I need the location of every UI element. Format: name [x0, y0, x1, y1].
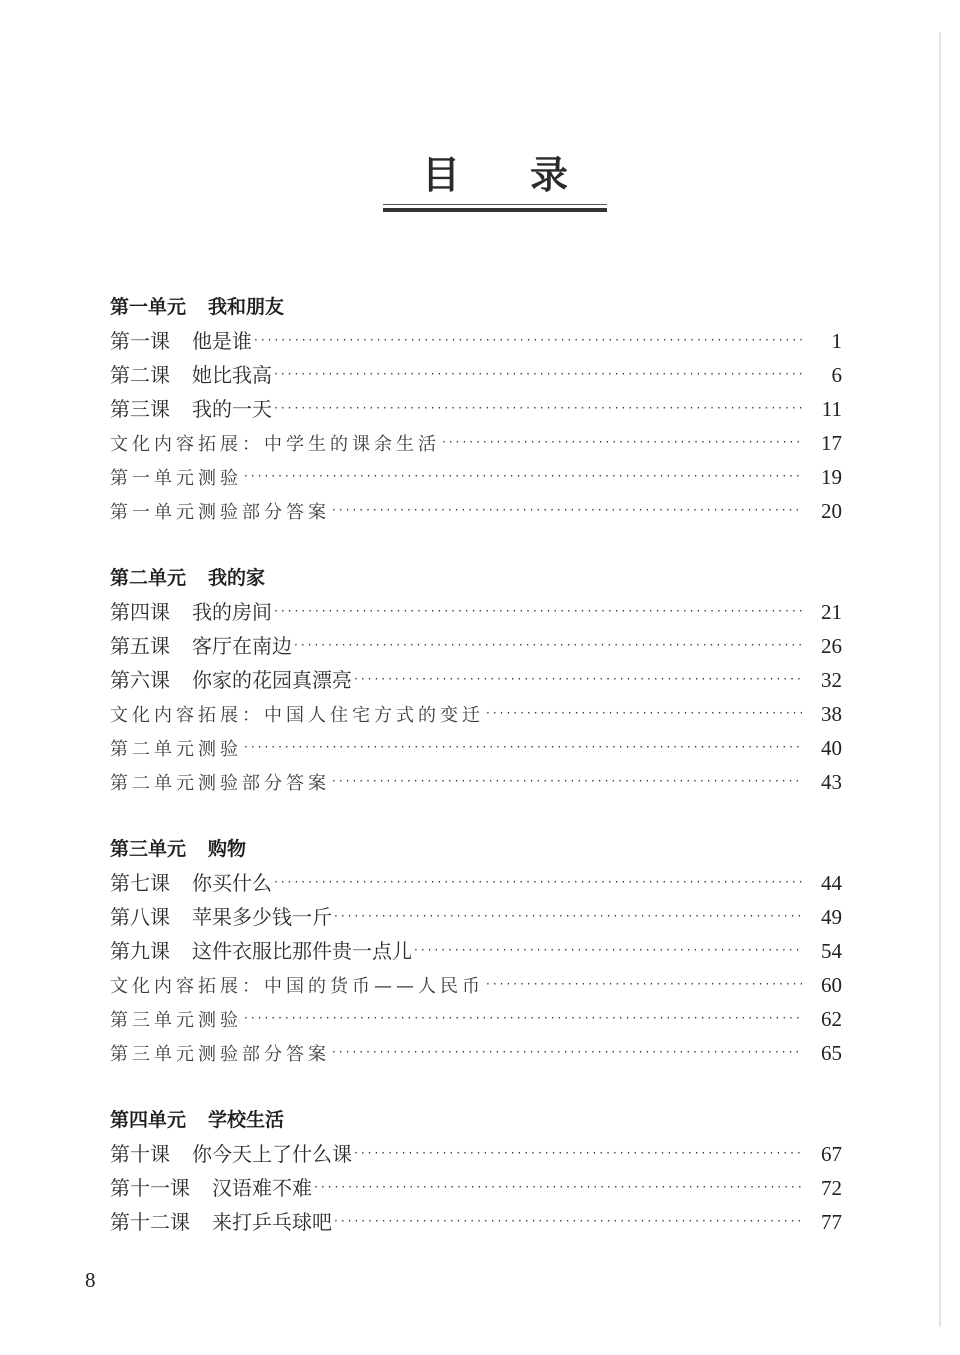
entry-title: 文化内容拓展：中学生的课余生活: [110, 434, 440, 455]
toc-entry[interactable]: [110, 866, 842, 900]
lesson-number: 第十课: [110, 1142, 170, 1166]
lesson-number: 第十二课: [110, 1210, 190, 1234]
toc-entry[interactable]: [110, 1002, 842, 1036]
toc-entry[interactable]: [110, 494, 842, 528]
dot-leader: [332, 493, 802, 527]
title-char: 录: [530, 153, 569, 197]
dot-leader: [332, 1035, 802, 1069]
entry-page-number: 1: [831, 329, 842, 353]
page-number: 8: [85, 1268, 96, 1292]
toc-entry[interactable]: [110, 765, 842, 799]
entry-title: 她比我高: [192, 363, 272, 387]
lesson-number: 第二课: [110, 363, 170, 387]
entry-page-number: 17: [821, 431, 842, 455]
dot-leader: [294, 628, 802, 662]
unit-number: 第二单元: [110, 567, 187, 589]
unit-number: 第三单元: [110, 838, 187, 860]
entry-page-number: 19: [821, 465, 842, 489]
entry-title: 第二单元测验: [110, 739, 242, 760]
entry-title: 我的一天: [192, 397, 272, 421]
entry-page-number: 62: [821, 1007, 842, 1031]
dot-leader: [332, 764, 802, 798]
toc-entry[interactable]: [110, 1205, 842, 1239]
toc-entry[interactable]: [110, 595, 842, 629]
unit-heading: [110, 561, 842, 595]
toc-entry[interactable]: [110, 629, 842, 663]
dot-leader: [274, 594, 802, 628]
lesson-number: 第五课: [110, 634, 170, 658]
toc-entry[interactable]: [110, 1036, 842, 1070]
entry-title: 第三单元测验部分答案: [110, 1044, 330, 1065]
title-underline-thin: [383, 204, 607, 205]
entry-title: 你买什么: [192, 871, 272, 895]
entry-page-number: 77: [821, 1210, 842, 1234]
toc-title-block: [383, 152, 607, 212]
table-of-contents: [110, 290, 842, 1272]
unit-title: 我和朋友: [208, 296, 285, 318]
entry-page-number: 20: [821, 499, 842, 523]
unit-heading: [110, 290, 842, 324]
entry-page-number: 6: [831, 363, 842, 387]
toc-entry[interactable]: [110, 392, 842, 426]
entry-page-number: 72: [821, 1176, 842, 1200]
entry-title: 来打乒乓球吧: [212, 1210, 332, 1234]
page-title: [383, 152, 607, 198]
entry-page-number: 54: [821, 939, 842, 963]
toc-unit: [110, 561, 842, 799]
entry-title: 你今天上了什么课: [192, 1142, 352, 1166]
entry-title: 文化内容拓展：中国人住宅方式的变迁: [110, 705, 484, 726]
toc-entry[interactable]: [110, 358, 842, 392]
dot-leader: [244, 730, 802, 764]
entry-title: 客厅在南边: [192, 634, 292, 658]
dot-leader: [274, 865, 802, 899]
lesson-number: 第六课: [110, 668, 170, 692]
entry-page-number: 11: [821, 397, 842, 421]
dot-leader: [486, 967, 802, 1001]
toc-unit: [110, 832, 842, 1070]
dot-leader: [442, 425, 802, 459]
entry-page-number: 32: [821, 668, 842, 692]
lesson-number: 第十一课: [110, 1176, 190, 1200]
entry-page-number: 43: [821, 770, 842, 794]
entry-title: 第三单元测验: [110, 1010, 242, 1031]
entry-title: 苹果多少钱一斤: [192, 905, 332, 929]
lesson-number: 第九课: [110, 939, 170, 963]
unit-title: 购物: [208, 838, 247, 860]
dot-leader: [354, 662, 802, 696]
entry-page-number: 44: [821, 871, 842, 895]
lesson-number: 第三课: [110, 397, 170, 421]
title-char: 目: [421, 153, 460, 197]
unit-title: 学校生活: [208, 1109, 285, 1131]
unit-number: 第一单元: [110, 296, 187, 318]
entry-page-number: 67: [821, 1142, 842, 1166]
toc-unit: [110, 1103, 842, 1239]
entry-page-number: 40: [821, 736, 842, 760]
lesson-number: 第八课: [110, 905, 170, 929]
entry-title: 第一单元测验: [110, 468, 242, 489]
toc-entry[interactable]: [110, 1171, 842, 1205]
dot-leader: [274, 357, 802, 391]
dot-leader: [486, 696, 802, 730]
toc-entry[interactable]: [110, 460, 842, 494]
unit-heading: [110, 832, 842, 866]
unit-title: 我的家: [208, 567, 266, 589]
toc-unit: [110, 290, 842, 528]
title-underline-thick: [383, 208, 607, 212]
entry-title: 你家的花园真漂亮: [192, 668, 352, 692]
entry-page-number: 49: [821, 905, 842, 929]
lesson-number: 第七课: [110, 871, 170, 895]
entry-page-number: 21: [821, 600, 842, 624]
toc-entry[interactable]: [110, 968, 842, 1002]
entry-title: 文化内容拓展：中国的货币——人民币: [110, 976, 484, 997]
dot-leader: [334, 899, 802, 933]
toc-entry[interactable]: [110, 731, 842, 765]
toc-entry[interactable]: [110, 934, 842, 968]
entry-page-number: 38: [821, 702, 842, 726]
entry-title: 这件衣服比那件贵一点儿: [192, 939, 412, 963]
dot-leader: [334, 1204, 802, 1238]
entry-title: 第一单元测验部分答案: [110, 502, 330, 523]
entry-page-number: 60: [821, 973, 842, 997]
toc-entry[interactable]: [110, 900, 842, 934]
entry-title: 我的房间: [192, 600, 272, 624]
entry-title: 汉语难不难: [212, 1176, 312, 1200]
toc-entry[interactable]: [110, 1137, 842, 1171]
page-edge-line: [939, 32, 941, 1327]
dot-leader: [254, 323, 802, 357]
lesson-number: 第一课: [110, 329, 170, 353]
toc-entry[interactable]: [110, 324, 842, 358]
entry-title: 第二单元测验部分答案: [110, 773, 330, 794]
dot-leader: [314, 1170, 802, 1204]
toc-entry[interactable]: [110, 697, 842, 731]
entry-page-number: 26: [821, 634, 842, 658]
entry-page-number: 65: [821, 1041, 842, 1065]
lesson-number: 第四课: [110, 600, 170, 624]
entry-title: 他是谁: [192, 329, 252, 353]
toc-entry[interactable]: [110, 426, 842, 460]
unit-heading: [110, 1103, 842, 1137]
dot-leader: [244, 1001, 802, 1035]
dot-leader: [414, 933, 802, 967]
dot-leader: [274, 391, 802, 425]
dot-leader: [354, 1136, 802, 1170]
toc-entry[interactable]: [110, 663, 842, 697]
dot-leader: [244, 459, 802, 493]
unit-number: 第四单元: [110, 1109, 187, 1131]
